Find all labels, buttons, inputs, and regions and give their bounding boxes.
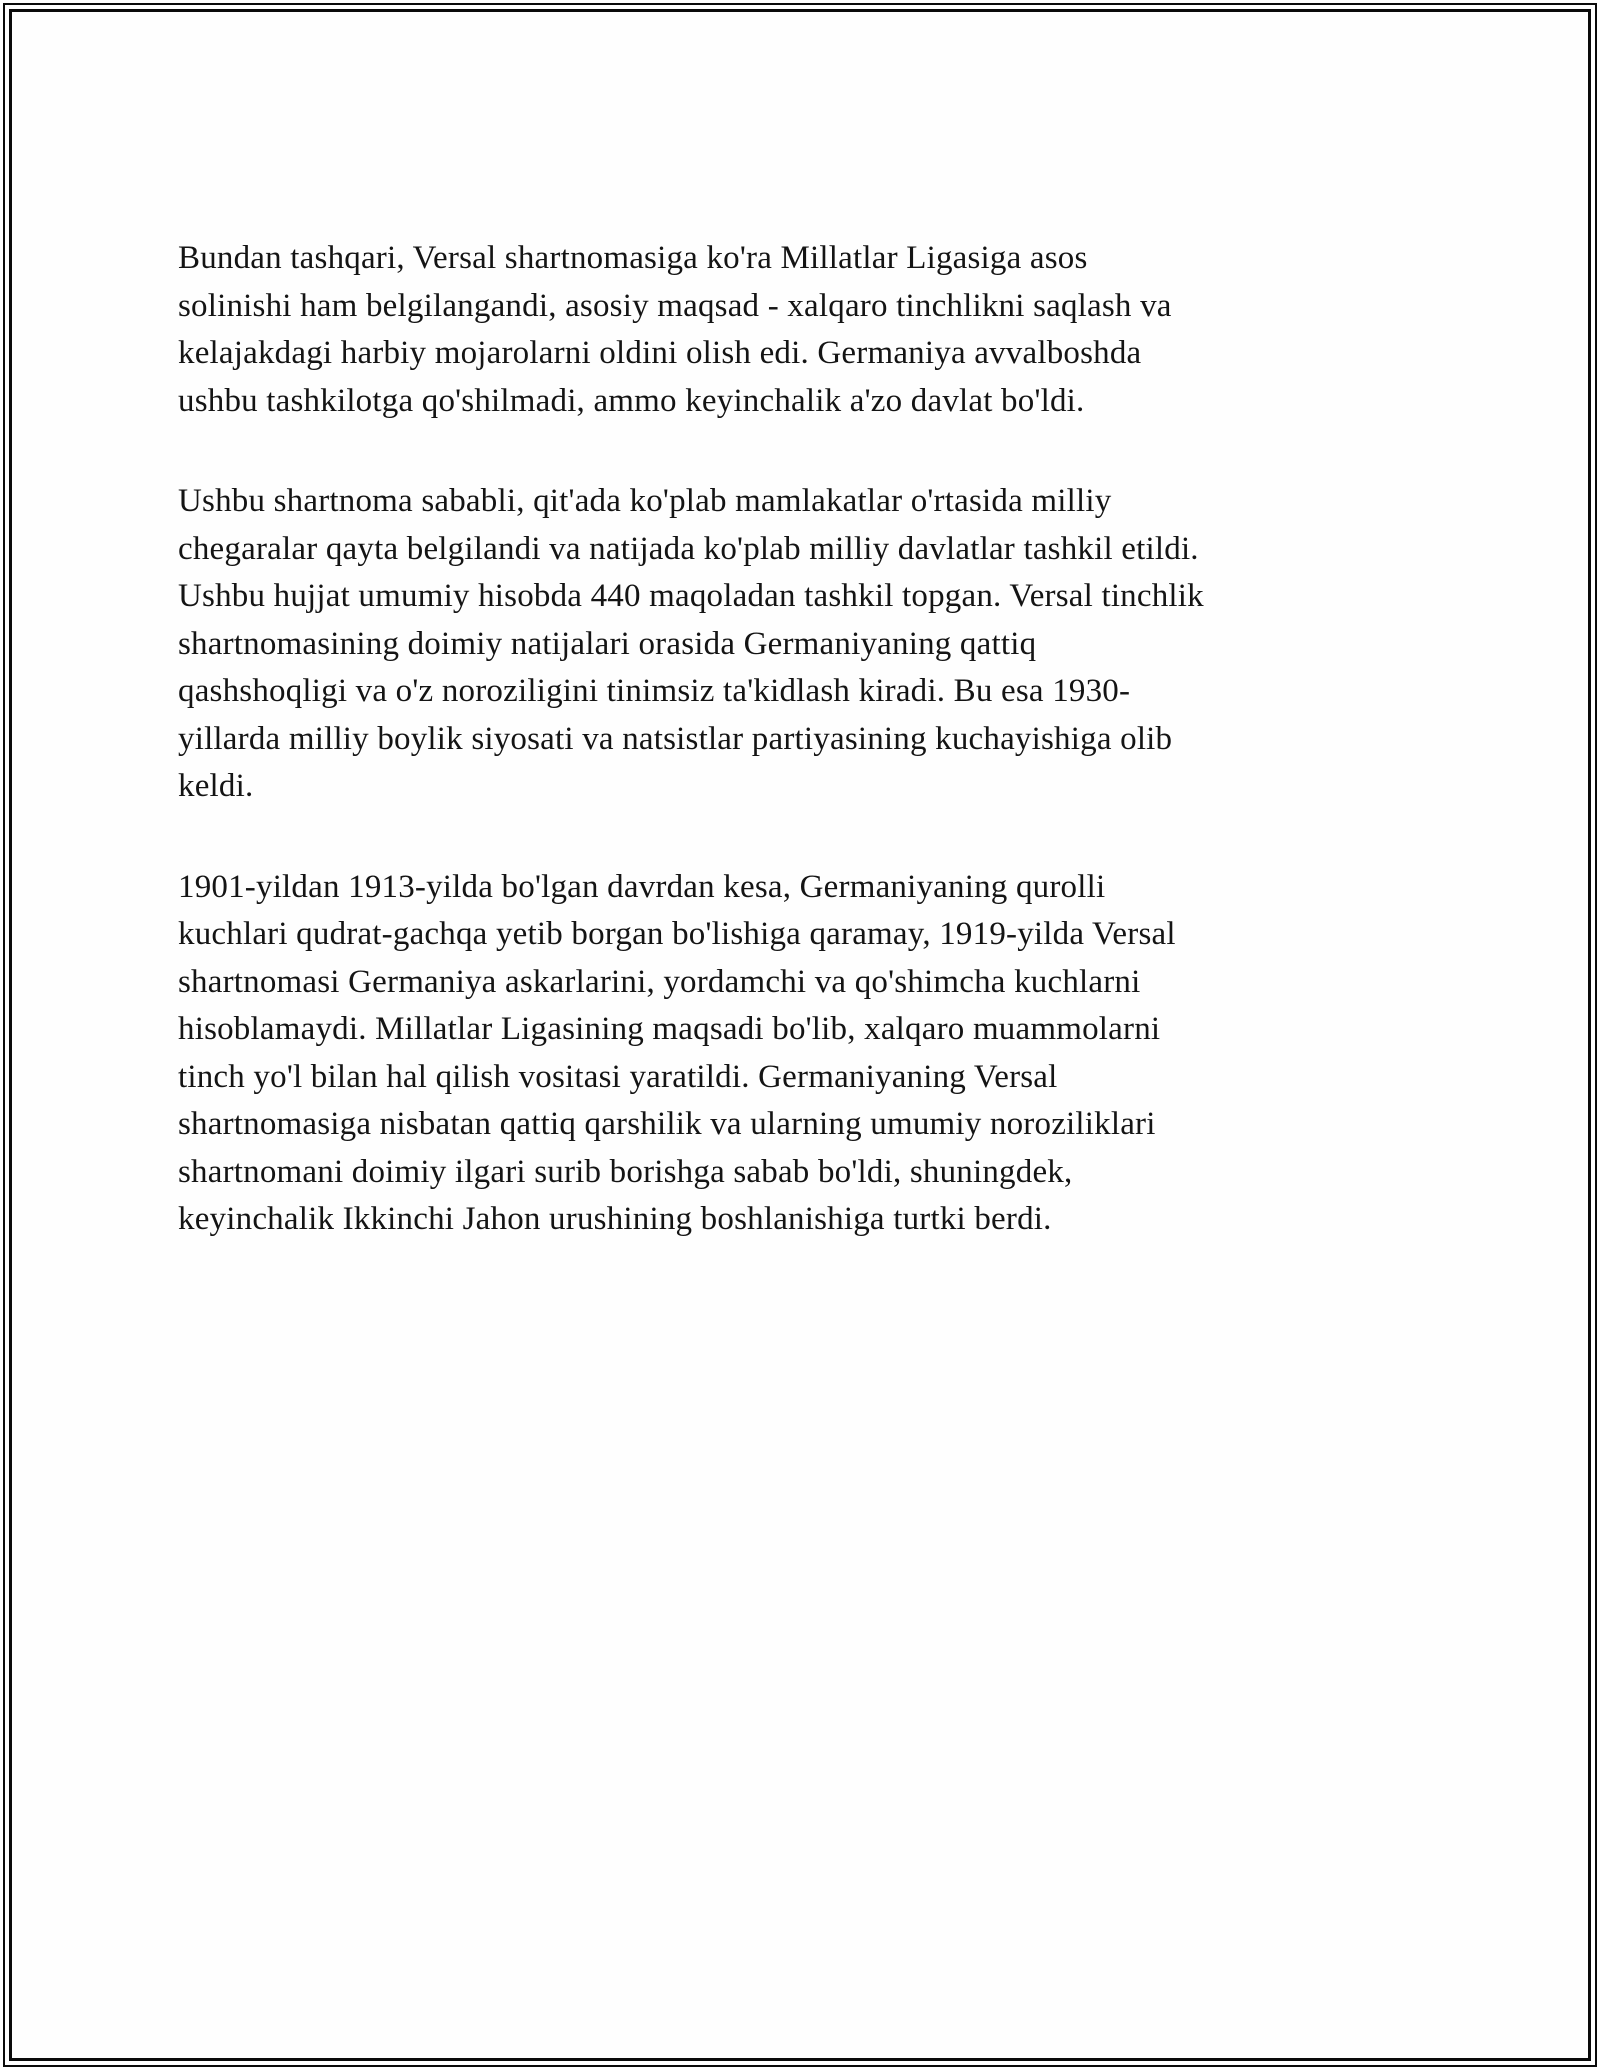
text-line: chegaralar qayta belgilandi va natijada ko'plab milliy davlatlar tashkil etildi. [178, 530, 1199, 567]
document-text [178, 235, 1438, 1244]
text-line: Ushbu hujjat umumiy hisobda 440 maqoladan tashkil topgan. Versal tinchlik [178, 578, 1204, 614]
text-line: kelajakdagi harbiy mojarolarni oldini olish edi. Germaniya avvalboshda [178, 335, 1142, 371]
text-line: shartnomasining doimiy natijalari orasida Germaniyaning qattiq [178, 625, 1037, 662]
text-line: shartnomani doimiy ilgari surib borishga sabab bo'ldi, shuningdek, [178, 1153, 1073, 1190]
text-line: keldi. [178, 768, 254, 804]
text-line: Bundan tashqari, Versal shartnomasiga ko'ra Millatlar Ligasiga asos [178, 240, 1088, 276]
text-line: tinch yo'l bilan hal qilish vositasi yaratildi. Germaniyaning Versal [178, 1058, 1058, 1095]
text-line: qashshoqligi va o'z noroziligini tinimsiz ta'kidlash kiradi. Bu esa 1930- [178, 673, 1131, 709]
paragraph-2 [178, 478, 1438, 811]
paragraph-3 [178, 864, 1438, 1244]
text-line: Ushbu shartnoma sababli, qit'ada ko'plab mamlakatlar o'rtasida milliy [178, 483, 1112, 519]
text-line: yillarda milliy boylik siyosati va natsistlar partiyasining kuchayishiga olib [178, 720, 1173, 757]
text-line: shartnomasiga nisbatan qattiq qarshilik va ularning umumiy noroziliklari [178, 1106, 1156, 1142]
paragraph-1 [178, 235, 1438, 425]
text-line: keyinchalik Ikkinchi Jahon urushining boshlanishiga turtki berdi. [178, 1201, 1052, 1237]
text-line: solinishi ham belgilangandi, asosiy maqsad - xalqaro tinchlikni saqlash va [178, 287, 1172, 324]
text-line: kuchlari qudrat-gachqa yetib borgan bo'lishiga qaramay, 1919-yilda Versal [178, 916, 1176, 952]
text-line: 1901-yildan 1913-yilda bo'lgan davrdan kesa, Germaniyaning qurolli [178, 868, 1106, 905]
text-line: hisoblamaydi. Millatlar Ligasining maqsadi bo'lib, xalqaro muammolarni [178, 1011, 1161, 1047]
text-line: shartnomasi Germaniya askarlarini, yordamchi va qo'shimcha kuchlarni [178, 963, 1141, 1000]
text-line: ushbu tashkilotga qo'shilmadi, ammo keyinchalik a'zo davlat bo'ldi. [178, 382, 1085, 419]
